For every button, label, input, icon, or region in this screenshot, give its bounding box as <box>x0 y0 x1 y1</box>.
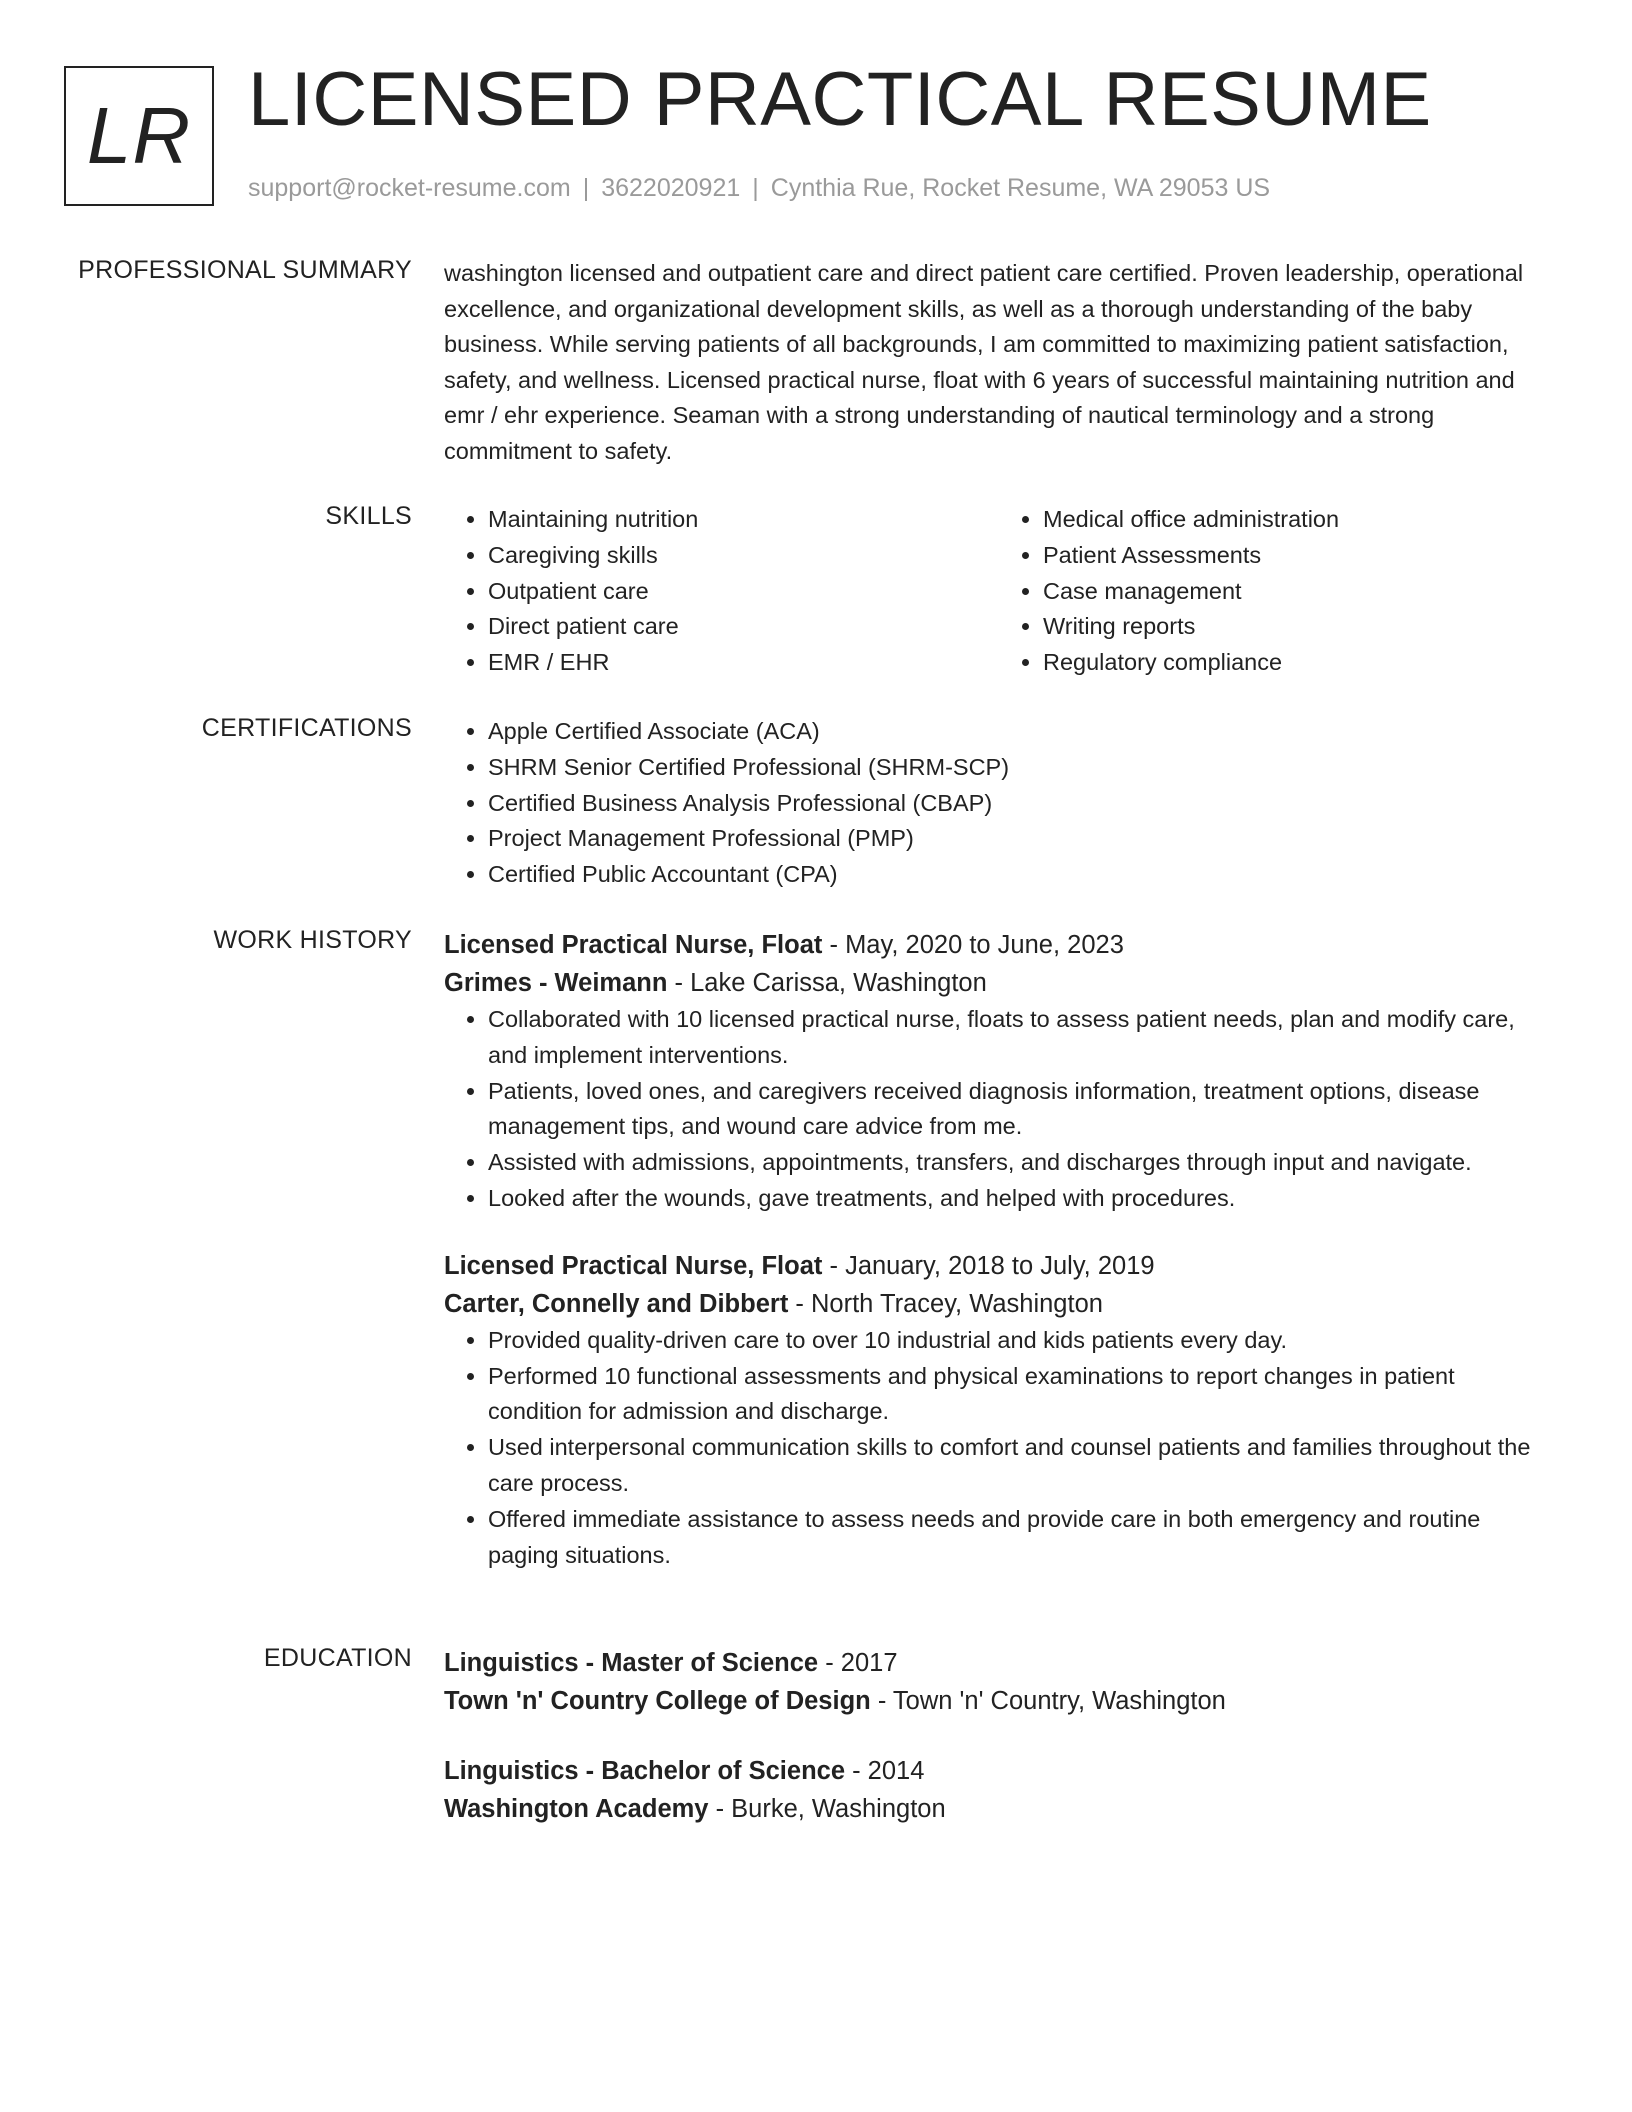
skill-item: • Writing reports <box>1043 609 1554 645</box>
job-company: Grimes - Weimann <box>444 969 668 997</box>
job-company-line <box>444 1285 1554 1323</box>
certification-item: • Certified Business Analysis Professional (CBAP) <box>488 786 1554 822</box>
job-duty: • Collaborated with 10 licensed practical nurse, floats to assess patient needs, plan and modify care, and implement interventions. <box>488 1002 1554 1074</box>
certifications-body <box>444 714 1554 893</box>
edu-school: Town 'n' Country College of Design <box>444 1687 871 1715</box>
job-entry <box>444 1247 1554 1574</box>
skill-item: • Case management <box>1043 574 1554 610</box>
certification-item: • Apple Certified Associate (ACA) <box>488 714 1554 750</box>
skill-item: • Outpatient care <box>488 574 999 610</box>
contact-line <box>248 174 1270 203</box>
skill-item: • Medical office administration <box>1043 502 1554 538</box>
job-title-line <box>444 926 1554 964</box>
job-duty: • Performed 10 functional assessments and physical examinations to report changes in patient condition for admission and discharge. <box>488 1359 1554 1431</box>
job-location: - Lake Carissa, Washington <box>667 969 987 997</box>
summary-text: washington licensed and outpatient care and direct patient care certified. Proven leadership, operational excellence, and organizational development skills, as well as a thorough understanding of the baby business. While serving patients of all backgrounds, I am committed to maximizing patient satisfaction, safety, and wellness. Licensed practical nurse, float with 6 years of successful maintaining nutrition and emr / ehr experience. Seaman with a strong understanding of nautical terminology and a strong commitment to safety. <box>444 260 1524 464</box>
certification-item: • Certified Public Accountant (CPA) <box>488 857 1554 893</box>
skill-item: • EMR / EHR <box>488 645 999 681</box>
edu-degree: Linguistics - Master of Science <box>444 1649 819 1677</box>
job-title: Licensed Practical Nurse, Float <box>444 931 823 959</box>
job-duty: • Provided quality-driven care to over 10 industrial and kids patients every day. <box>488 1323 1554 1359</box>
resume-title: LICENSED PRACTICAL RESUME <box>248 57 1432 142</box>
skills-body <box>444 502 1554 681</box>
job-duty: • Assisted with admissions, appointments, transfers, and discharges through input and navigate. <box>488 1145 1554 1181</box>
job-title-line <box>444 1247 1554 1285</box>
job-title: Licensed Practical Nurse, Float <box>444 1251 823 1280</box>
edu-degree-line <box>444 1644 1554 1682</box>
contact-separator: | <box>752 174 759 202</box>
job-company-line <box>444 964 1554 1002</box>
section-label-education: EDUCATION <box>263 1644 412 1672</box>
skill-item: • Regulatory compliance <box>1043 645 1554 681</box>
edu-year: - 2017 <box>818 1649 898 1677</box>
certification-item: • Project Management Professional (PMP) <box>488 821 1554 857</box>
edu-location: - Burke, Washington <box>708 1795 946 1823</box>
contact-separator: | <box>582 174 590 202</box>
job-entry <box>444 926 1554 1217</box>
section-label-work-history: WORK HISTORY <box>213 926 412 954</box>
job-duty: • Looked after the wounds, gave treatments, and helped with procedures. <box>488 1181 1554 1217</box>
skill-item: • Patient Assessments <box>1043 538 1554 574</box>
job-duties-list <box>444 1002 1554 1217</box>
job-duty: • Patients, loved ones, and caregivers received diagnosis information, treatment options, disease management tips, and wound care advice from me. <box>488 1074 1554 1146</box>
monogram-logo: LR <box>64 66 214 206</box>
skill-item: • Caregiving skills <box>488 538 999 574</box>
job-company: Carter, Connelly and Dibbert <box>444 1289 789 1318</box>
phone-text: 3622020921 <box>601 174 741 202</box>
section-label-skills: SKILLS <box>325 502 412 530</box>
edu-school: Washington Academy <box>444 1795 709 1823</box>
job-duties-list <box>444 1323 1554 1574</box>
education-entry <box>444 1752 1554 1828</box>
edu-school-line <box>444 1682 1554 1720</box>
skill-item: • Maintaining nutrition <box>488 502 999 538</box>
edu-degree: Linguistics - Bachelor of Science <box>444 1757 846 1785</box>
section-label-summary: PROFESSIONAL SUMMARY <box>78 256 412 284</box>
address-text: Cynthia Rue, Rocket Resume, WA 29053 US <box>770 174 1271 202</box>
education-body <box>444 1644 1554 1828</box>
section-label-certifications: CERTIFICATIONS <box>201 714 412 742</box>
certification-item: • SHRM Senior Certified Professional (SHRM-SCP) <box>488 750 1554 786</box>
edu-year: - 2014 <box>845 1757 925 1785</box>
edu-degree-line <box>444 1752 1554 1790</box>
education-entry <box>444 1644 1554 1720</box>
job-dates: - January, 2018 to July, 2019 <box>822 1251 1155 1280</box>
skills-list-left <box>444 502 999 681</box>
edu-location: - Town 'n' Country, Washington <box>870 1687 1226 1715</box>
job-duty: • Offered immediate assistance to assess needs and provide care in both emergency and routine paging situations. <box>488 1502 1554 1574</box>
work-history-body <box>444 926 1554 1573</box>
skill-item: • Direct patient care <box>488 609 999 645</box>
certifications-list <box>444 714 1554 893</box>
skills-list-right <box>999 502 1554 681</box>
job-dates: - May, 2020 to June, 2023 <box>822 931 1124 959</box>
job-duty: • Used interpersonal communication skills to comfort and counsel patients and families throughout the care process. <box>488 1430 1554 1502</box>
edu-school-line <box>444 1790 1554 1828</box>
job-location: - North Tracey, Washington <box>788 1289 1103 1318</box>
email-text: support@rocket-resume.com <box>248 174 571 202</box>
